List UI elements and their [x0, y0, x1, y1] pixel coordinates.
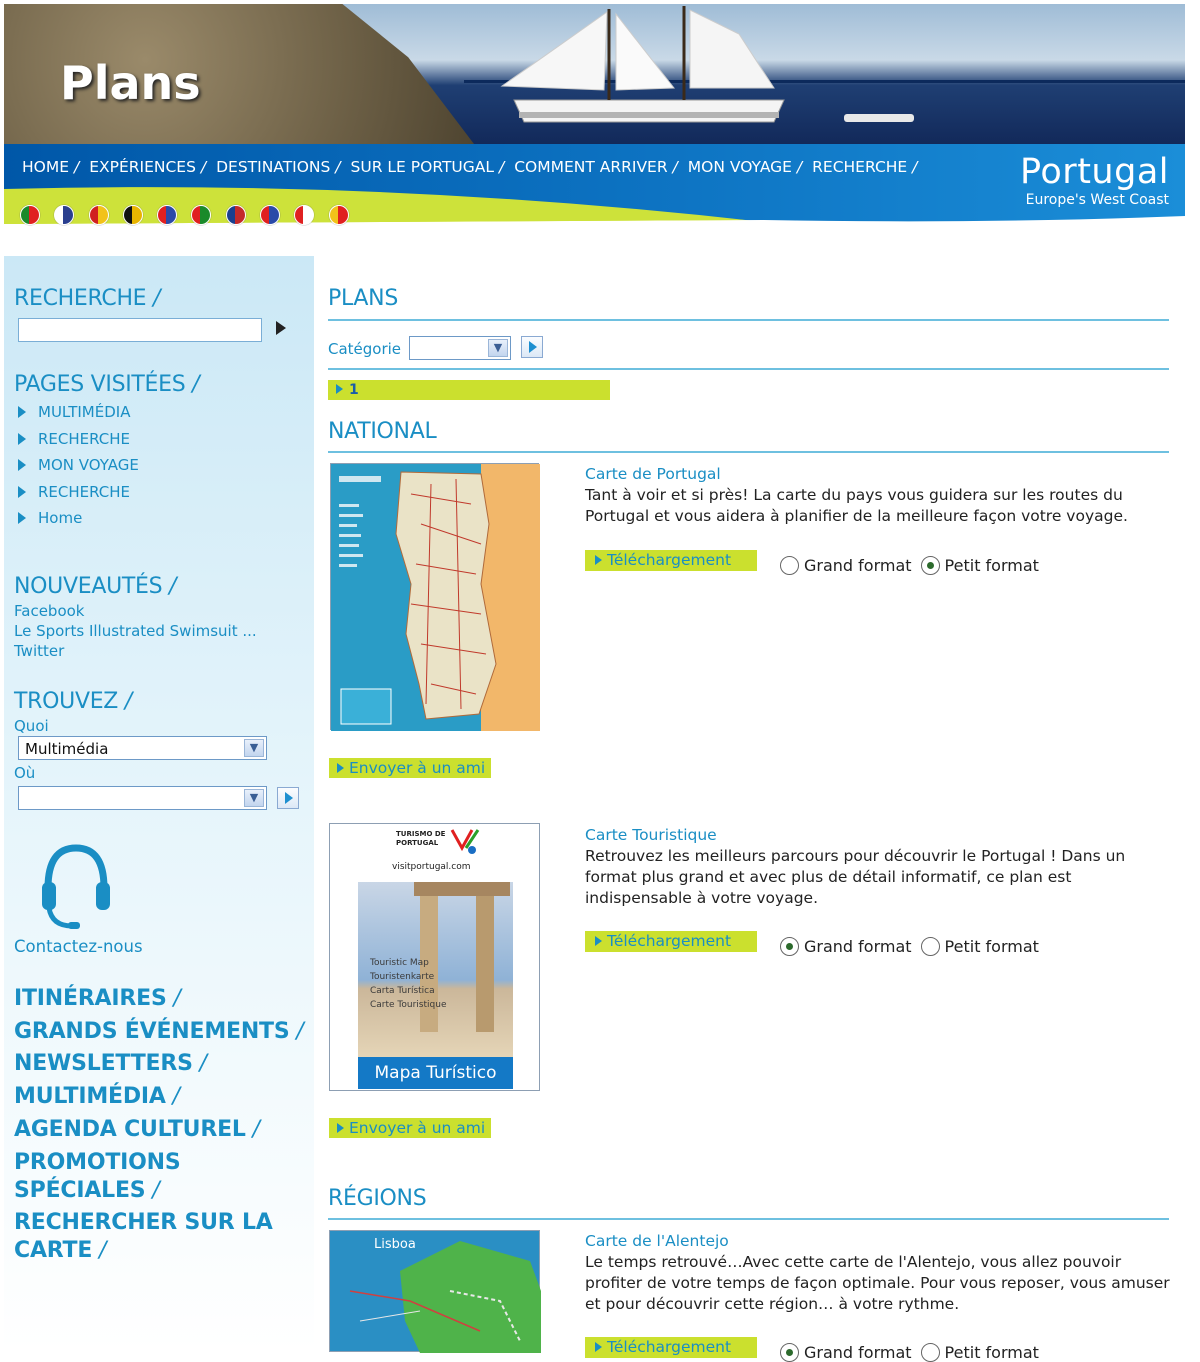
- format-options: [780, 556, 1048, 575]
- what-label: Quoi: [14, 717, 49, 735]
- search-heading: RECHERCHE /: [14, 286, 160, 311]
- send-to-friend-button[interactable]: Envoyer à un ami: [329, 1118, 491, 1138]
- topnav-item[interactable]: EXPÉRIENCES /: [89, 158, 206, 176]
- radio-on-icon: [780, 937, 799, 956]
- divider: [328, 451, 1169, 453]
- download-button[interactable]: Téléchargement: [585, 1337, 757, 1358]
- item-title[interactable]: Carte de Portugal: [585, 465, 721, 483]
- category-go-button[interactable]: [521, 336, 543, 358]
- small-format-radio[interactable]: [921, 556, 1039, 575]
- category-select[interactable]: [409, 336, 511, 360]
- divider: [328, 368, 1169, 370]
- site-header: [4, 4, 1185, 256]
- search-input[interactable]: [18, 318, 262, 342]
- regions-heading: RÉGIONS: [328, 1186, 427, 1211]
- where-select[interactable]: [18, 786, 267, 810]
- pagination-bar[interactable]: [328, 380, 610, 400]
- radio-on-icon: [921, 556, 940, 575]
- spain-flag-icon[interactable]: [89, 205, 109, 225]
- item-description: Tant à voir et si près! La carte du pays vous guidera sur les routes du Portugal et vous aidera à planifier de la meilleure façon votre voyage.: [585, 486, 1128, 525]
- large-format-radio[interactable]: [780, 556, 912, 575]
- netherlands-flag-icon[interactable]: [226, 205, 246, 225]
- france-flag-icon[interactable]: [157, 205, 177, 225]
- chevron-down-icon: ▼: [244, 739, 264, 757]
- visited-page-link[interactable]: Home: [18, 509, 82, 527]
- topnav-item[interactable]: HOME /: [22, 158, 79, 176]
- italy-flag-icon[interactable]: [191, 205, 211, 225]
- visited-page-link[interactable]: MULTIMÉDIA: [18, 403, 130, 421]
- large-format-label: Grand format: [804, 937, 912, 956]
- alentejo-map-image: [330, 1231, 541, 1353]
- news-link[interactable]: Facebook: [14, 602, 85, 620]
- visited-heading: PAGES VISITÉES /: [14, 372, 199, 397]
- chevron-down-icon: ▼: [488, 339, 508, 357]
- send-to-friend-button[interactable]: Envoyer à un ami: [329, 758, 491, 778]
- item-description: Le temps retrouvé…Avec cette carte de l'Alentejo, vous allez pouvoir profiter de votre temps de façon optimale. Pour vous reposer, vous amuser et pour découvrir cette région… à votre rythme.: [585, 1253, 1170, 1313]
- contact-link[interactable]: Contactez-nous: [14, 937, 143, 956]
- download-button[interactable]: Téléchargement: [585, 550, 757, 571]
- portugal-map-thumbnail[interactable]: [330, 463, 539, 730]
- headset-icon[interactable]: [38, 842, 114, 932]
- news-link[interactable]: Twitter: [14, 642, 65, 660]
- thumb-line: Carte Touristique: [370, 1000, 447, 1010]
- divider: [328, 1218, 1169, 1220]
- news-heading: NOUVEAUTÉS /: [14, 574, 176, 599]
- visited-page-link[interactable]: RECHERCHE: [18, 430, 130, 448]
- sidebar-link[interactable]: ITINÉRAIRES /: [14, 985, 181, 1013]
- sidebar-link[interactable]: GRANDS ÉVÉNEMENTS /: [14, 1018, 304, 1046]
- large-format-label: Grand format: [804, 1343, 912, 1362]
- radio-off-icon: [780, 556, 799, 575]
- format-options: [780, 1343, 1048, 1362]
- china-flag-icon[interactable]: [329, 205, 349, 225]
- thumb-line: Carta Turística: [370, 986, 435, 996]
- uk-flag-icon[interactable]: [54, 205, 74, 225]
- search-submit-arrow-icon[interactable]: [276, 321, 286, 335]
- plans-heading: PLANS: [328, 286, 399, 311]
- logo-title: Portugal: [1020, 152, 1169, 192]
- news-link[interactable]: Le Sports Illustrated Swimsuit ...: [14, 622, 257, 640]
- thumb-brand: TURISMO DE PORTUGAL: [396, 830, 446, 847]
- topnav-item[interactable]: COMMENT ARRIVER /: [514, 158, 678, 176]
- small-format-radio[interactable]: [921, 937, 1039, 956]
- radio-off-icon: [921, 937, 940, 956]
- topnav-item[interactable]: DESTINATIONS /: [216, 158, 340, 176]
- item-title[interactable]: Carte de l'Alentejo: [585, 1232, 729, 1250]
- large-format-label: Grand format: [804, 556, 912, 575]
- tourist-map-thumbnail[interactable]: [329, 823, 540, 1091]
- page-number: 1: [349, 382, 359, 398]
- sidebar-link[interactable]: NEWSLETTERS /: [14, 1050, 207, 1078]
- large-format-radio[interactable]: [780, 1343, 912, 1362]
- thumb-url: visitportugal.com: [392, 862, 471, 872]
- alentejo-map-thumbnail[interactable]: [329, 1230, 540, 1352]
- arrow-right-icon: [336, 384, 343, 394]
- sidebar-link[interactable]: RECHERCHER SUR LA CARTE /: [14, 1209, 284, 1265]
- portugal-logo[interactable]: [1020, 152, 1169, 208]
- radio-off-icon: [921, 1343, 940, 1362]
- thumb-line: Touristic Map: [370, 958, 429, 968]
- small-format-label: Petit format: [944, 937, 1039, 956]
- russia-flag-icon[interactable]: [260, 205, 280, 225]
- topnav-item[interactable]: RECHERCHE /: [812, 158, 917, 176]
- item-title[interactable]: Carte Touristique: [585, 826, 717, 844]
- topnav-item[interactable]: SUR LE PORTUGAL /: [351, 158, 505, 176]
- chevron-down-icon: ▼: [244, 789, 264, 807]
- national-heading: NATIONAL: [328, 419, 437, 444]
- small-format-label: Petit format: [944, 1343, 1039, 1362]
- japan-flag-icon[interactable]: [294, 205, 314, 225]
- portugal-flag-icon[interactable]: [20, 205, 40, 225]
- topnav-item[interactable]: MON VOYAGE /: [688, 158, 802, 176]
- thumb-city-label: Lisboa: [374, 1237, 416, 1252]
- small-format-label: Petit format: [944, 556, 1039, 575]
- small-format-radio[interactable]: [921, 1343, 1039, 1362]
- page-heading: Plans: [60, 56, 201, 110]
- find-go-button[interactable]: [277, 787, 299, 809]
- radio-on-icon: [780, 1343, 799, 1362]
- turismo-logo-icon: [448, 826, 484, 856]
- what-select-value: Multimédia: [25, 740, 109, 758]
- thumb-line: Touristenkarte: [370, 972, 435, 982]
- what-select[interactable]: [18, 736, 267, 760]
- divider: [328, 319, 1169, 321]
- visited-page-link[interactable]: RECHERCHE: [18, 483, 130, 501]
- thumb-banner: Mapa Turístico: [358, 1057, 513, 1089]
- visited-page-link[interactable]: MON VOYAGE: [18, 456, 139, 474]
- logo-tagline: Europe's West Coast: [1025, 192, 1169, 208]
- germany-flag-icon[interactable]: [123, 205, 143, 225]
- hero-banner: [4, 4, 1185, 144]
- sidebar-link[interactable]: MULTIMÉDIA /: [14, 1083, 180, 1111]
- large-format-radio[interactable]: [780, 937, 912, 956]
- sidebar-link[interactable]: PROMOTIONS SPÉCIALES /: [14, 1149, 214, 1205]
- format-options: [780, 937, 1048, 956]
- sidebar-link[interactable]: AGENDA CULTUREL /: [14, 1116, 260, 1144]
- thumb-map-titles: [370, 956, 446, 1012]
- download-button[interactable]: Téléchargement: [585, 931, 757, 952]
- category-label: Catégorie: [328, 340, 402, 358]
- where-label: Où: [14, 764, 36, 782]
- language-flags: [20, 205, 363, 225]
- find-heading: TROUVEZ /: [14, 689, 132, 714]
- top-navigation: [22, 158, 927, 176]
- item-description: Retrouvez les meilleurs parcours pour découvrir le Portugal ! Dans un format plus grand et avec plus de détail informatif, ce plan est indispensable à votre voyage.: [585, 847, 1126, 907]
